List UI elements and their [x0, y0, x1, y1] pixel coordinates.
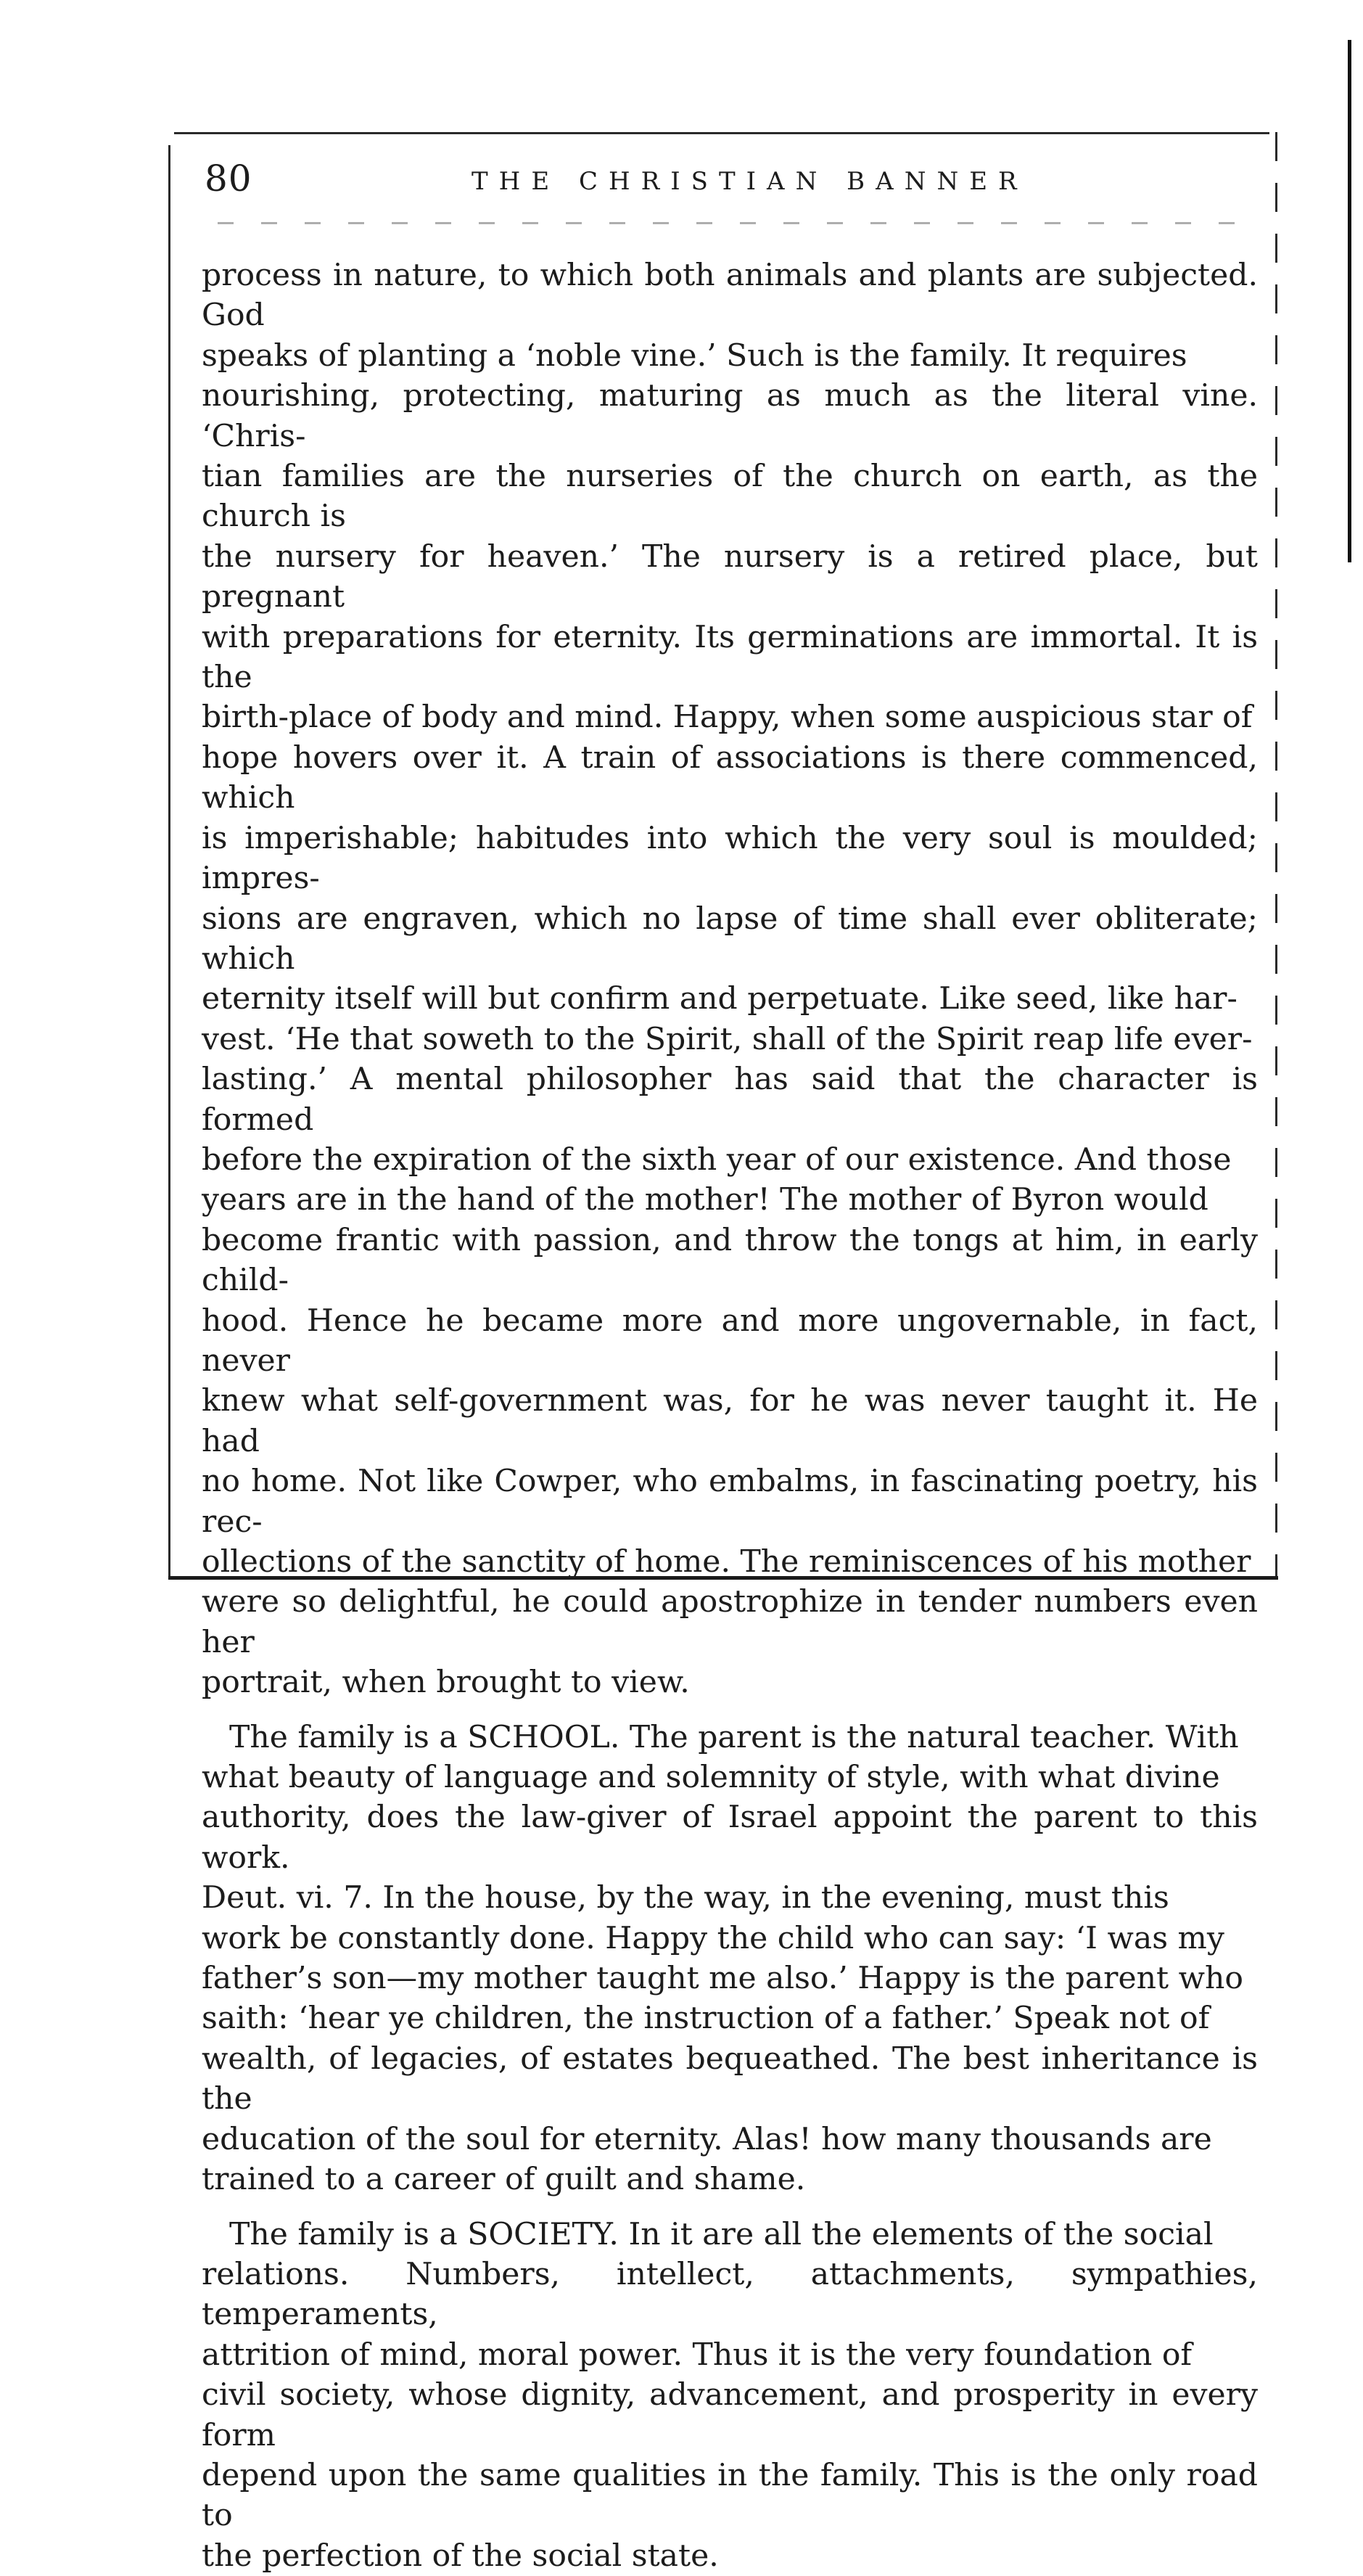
paragraph-family-society: The family is a SOCIETY. In it are all the elements of the social relations. Numbers, intellect, attachments, sympathies, temperaments, attrition of mind, moral power. Thus it is the very foundation of civil society, whose dignity, advancement, and prosperity in every form depend upon the same qualities in the family. This is the only road to the perfection of the social state.: [202, 2215, 1258, 2576]
top-rule: [174, 132, 1269, 134]
paragraph-family-school: The family is a SCHOOL. The parent is the natural teacher. With what beauty of language and solemnity of style, with what divine authority, does the law-giver of Israel appoint the parent to this work. Deut. vi. 7. In the house, by the way, in the evening, must this work be constantly done. Happy the child who can say: ‘I was my father’s son—my mother taught me also.’ Happy is the parent who saith: ‘hear ye children, the instruction of a father.’ Speak not of wealth, of legacies, of estates bequeathed. The best inheritance is the education of the soul for eternity. Alas! how many thousands are trained to a career of guilt and shame.: [202, 1718, 1258, 2200]
header-dotted-rule: [218, 222, 1255, 224]
body-text: [202, 255, 1258, 2576]
page-edge-shadow: [1348, 40, 1351, 562]
running-title: THE CHRISTIAN BANNER: [472, 167, 1028, 196]
paragraph-family-vine: process in nature, to which both animals and plants are subjected. God speaks of planting a ‘noble vine.’ Such is the family. It requires nourishing, protecting, maturing as much as the literal vine. ‘Chris- tian families are the nurseries of the church on earth, as the church is the nursery for heaven.’ The nursery is a retired place, but pregnant with preparations for eternity. Its germinations are immortal. It is the birth-place of body and mind. Happy, when some auspicious star of hope hovers over it. A train of associations is there commenced, which is imperishable; habitudes into which the very soul is moulded; impres- sions are engraven, which no lapse of time shall ever obliterate; which eternity itself will but confirm and perpetuate. Like seed, like har- vest. ‘He that soweth to the Spirit, shall of the Spirit reap life ever- lasting.’ A mental philosopher has said that the character is formed before the expiration of the sixth year of our existence. And those years are in the hand of the mother! The mother of Byron would become frantic with passion, and throw the tongs at him, in early child- hood. Hence he became more and more ungovernable, in fact, never knew what self-government was, for he was never taught it. He had no home. Not like Cowper, who embalms, in fascinating poetry, his rec- ollections of the sanctity of home. The reminiscences of his mother were so delightful, he could apostrophize in tender numbers even her portrait, when brought to view.: [202, 255, 1258, 1703]
page-number: 80: [205, 157, 252, 200]
right-frame-line: [1275, 132, 1277, 1580]
left-frame-line: [168, 145, 170, 1578]
